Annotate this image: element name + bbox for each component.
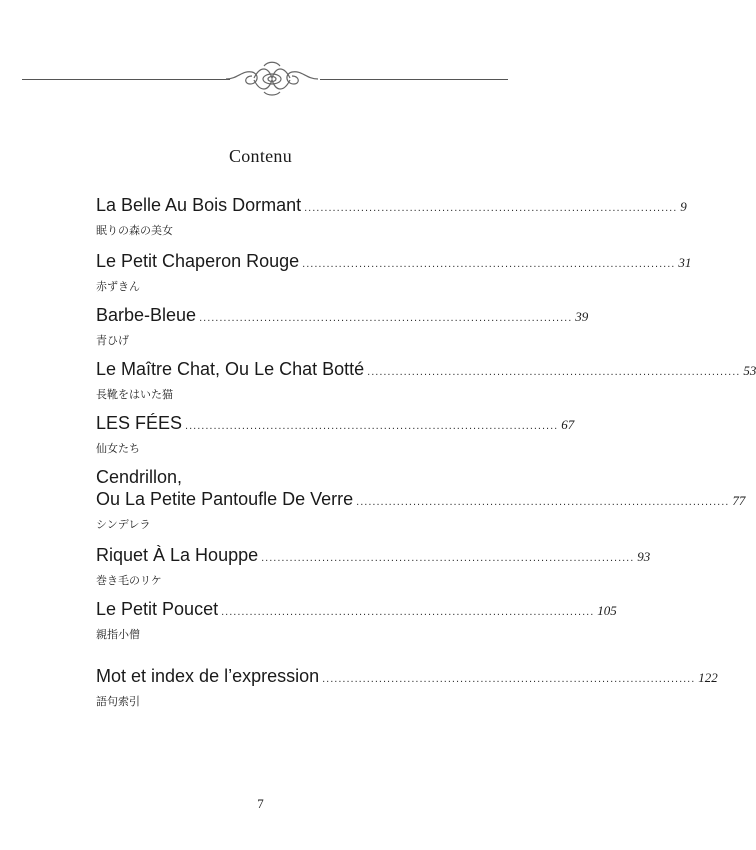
- flourish-ornament-icon: [224, 58, 320, 96]
- toc-entry-title: Barbe-Bleue: [96, 305, 197, 325]
- toc-entry-page: 77: [732, 493, 746, 508]
- dot-leader: ............................................................................................: [356, 496, 730, 508]
- toc-entry-page: 105: [597, 603, 617, 618]
- dot-leader: ............................................................................................: [185, 420, 559, 432]
- toc-entry-title: Le Maître Chat, Ou Le Chat Botté: [96, 359, 365, 379]
- toc-entry-title: Le Petit Poucet: [96, 599, 219, 619]
- toc-entry[interactable]: [96, 250, 692, 294]
- toc-entry-line: [96, 412, 575, 437]
- header-rule-right: [320, 79, 508, 80]
- toc-entry-title: Le Petit Chaperon Rouge: [96, 251, 300, 271]
- toc-entry-title: Mot et index de l’expression: [96, 666, 320, 686]
- toc-entry-line: [96, 665, 718, 690]
- toc-entry-page: 39: [575, 309, 589, 324]
- toc-entry-subtitle: 仙女たち: [96, 442, 140, 455]
- toc-entry-line: [96, 488, 746, 513]
- toc-entry[interactable]: [96, 194, 687, 238]
- toc-entry-subtitle: 赤ずきん: [96, 280, 140, 293]
- toc-entry-subtitle: 親指小僧: [96, 628, 140, 641]
- toc-entry[interactable]: [96, 598, 617, 642]
- dot-leader: ............................................................................................: [261, 552, 635, 564]
- dot-leader: ............................................................................................: [302, 258, 676, 270]
- dot-leader: ............................................................................................: [322, 673, 696, 685]
- toc-entry-subtitle: 長靴をはいた猫: [96, 388, 173, 401]
- toc-entry[interactable]: [96, 665, 718, 709]
- dot-leader: ............................................................................................: [367, 366, 741, 378]
- toc-entry[interactable]: [96, 412, 575, 456]
- toc-entry-subtitle: シンデレラ: [96, 518, 151, 531]
- page-number: 7: [257, 796, 264, 811]
- toc-entry-line: [96, 544, 651, 569]
- dot-leader: ............................................................................................: [199, 312, 573, 324]
- toc-entry-line: [96, 358, 756, 383]
- dot-leader: ............................................................................................: [221, 606, 595, 618]
- toc-entry-title: Riquet À La Houppe: [96, 545, 259, 565]
- toc-entry-subtitle: 巻き毛のリケ: [96, 574, 162, 587]
- toc-entry-page: 53: [743, 363, 756, 378]
- toc-entry-subtitle: 眠りの森の美女: [96, 224, 173, 237]
- toc-entry-page: 9: [680, 199, 687, 214]
- dot-leader: ............................................................................................: [304, 202, 678, 214]
- toc-entry-page: 122: [698, 670, 718, 685]
- toc-entry-title: La Belle Au Bois Dormant: [96, 195, 302, 215]
- toc-entry-line: [96, 194, 687, 219]
- toc-heading: Contenu: [228, 146, 293, 166]
- toc-entry-title-line1: Cendrillon,: [96, 467, 183, 487]
- toc-entry[interactable]: [96, 304, 589, 348]
- toc-entry[interactable]: [96, 358, 756, 402]
- toc-entry-line: [96, 250, 692, 275]
- toc-entry-line: [96, 304, 589, 329]
- toc-entry-page: 67: [561, 417, 575, 432]
- toc-entry[interactable]: [96, 544, 651, 588]
- toc-entry-line: [96, 598, 617, 623]
- toc-entry[interactable]: [96, 466, 746, 532]
- toc-entry-subtitle: 青ひげ: [96, 334, 129, 347]
- toc-entry-title: LES FÉES: [96, 413, 183, 433]
- toc-entry-page: 31: [678, 255, 692, 270]
- toc-entry-subtitle: 語句索引: [96, 695, 140, 708]
- header-rule-left: [22, 79, 230, 80]
- toc-entry-title: Ou La Petite Pantoufle De Verre: [96, 489, 354, 509]
- toc-entry-page: 93: [637, 549, 651, 564]
